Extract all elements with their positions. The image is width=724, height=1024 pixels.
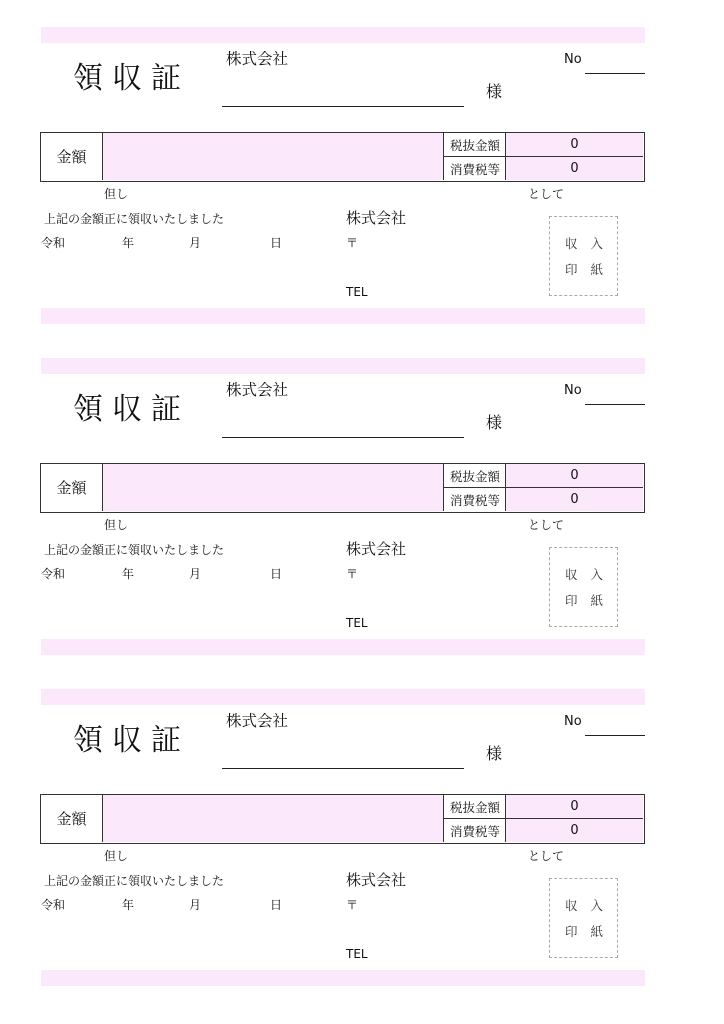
tel-label: TEL <box>346 285 368 299</box>
consumption-tax-value[interactable]: 0 <box>506 819 643 842</box>
year-label: 年 <box>122 236 135 250</box>
tax-excluded-value[interactable]: 0 <box>506 133 643 156</box>
amount-label: 金額 <box>41 133 103 180</box>
recipient-company-prefix: 株式会社 <box>226 381 289 399</box>
top-accent-band <box>41 689 645 705</box>
receipt-number-field[interactable] <box>585 73 645 74</box>
stamp-line-1: 収入 <box>565 898 617 913</box>
amount-field[interactable] <box>103 464 444 511</box>
tax-excluded-value[interactable]: 0 <box>506 795 643 818</box>
amount-table <box>40 463 645 513</box>
receipt-title: 領収証 <box>73 392 190 427</box>
honorific: 様 <box>486 744 503 763</box>
receipt-number-label: No <box>564 52 582 67</box>
postal-mark: 〒 <box>346 236 359 250</box>
proviso-label: 但し <box>104 518 129 532</box>
top-accent-band <box>41 358 645 374</box>
tax-excluded-label: 税抜金額 <box>445 795 506 818</box>
revenue-stamp-box <box>549 547 618 627</box>
receipt-2 <box>0 358 724 658</box>
issuer-company: 株式会社 <box>346 209 407 227</box>
amount-label: 金額 <box>41 795 103 842</box>
receipt-3 <box>0 689 724 989</box>
month-label: 月 <box>189 567 202 581</box>
stamp-line-2: 印紙 <box>565 593 617 608</box>
tax-excluded-label: 税抜金額 <box>445 133 506 156</box>
era-label: 令和 <box>41 898 66 912</box>
recipient-name-line[interactable] <box>222 106 464 107</box>
receipt-number-label: No <box>564 714 582 729</box>
consumption-tax-label: 消費税等 <box>445 157 506 180</box>
bottom-accent-band <box>41 970 645 986</box>
bottom-accent-band <box>41 308 645 324</box>
tax-excluded-value[interactable]: 0 <box>506 464 643 487</box>
consumption-tax-value[interactable]: 0 <box>506 157 643 180</box>
recipient-company-prefix: 株式会社 <box>226 712 289 730</box>
proviso-suffix: として <box>528 849 565 863</box>
honorific: 様 <box>486 82 503 101</box>
amount-table <box>40 132 645 182</box>
revenue-stamp-box <box>549 216 618 296</box>
era-label: 令和 <box>41 567 66 581</box>
recipient-name-line[interactable] <box>222 437 464 438</box>
year-label: 年 <box>122 898 135 912</box>
amount-field[interactable] <box>103 133 444 180</box>
month-label: 月 <box>189 236 202 250</box>
recipient-name-line[interactable] <box>222 768 464 769</box>
amount-table <box>40 794 645 844</box>
recipient-company-prefix: 株式会社 <box>226 50 289 68</box>
postal-mark: 〒 <box>346 898 359 912</box>
amount-label: 金額 <box>41 464 103 511</box>
honorific: 様 <box>486 413 503 432</box>
proviso-suffix: として <box>528 187 565 201</box>
year-label: 年 <box>122 567 135 581</box>
day-label: 日 <box>270 567 283 581</box>
consumption-tax-label: 消費税等 <box>445 488 506 511</box>
received-statement: 上記の金額正に領収いたしました <box>44 212 225 226</box>
receipt-title: 領収証 <box>73 723 190 758</box>
receipt-title: 領収証 <box>73 61 190 96</box>
tel-label: TEL <box>346 616 368 630</box>
tel-label: TEL <box>346 947 368 961</box>
proviso-label: 但し <box>104 849 129 863</box>
consumption-tax-value[interactable]: 0 <box>506 488 643 511</box>
day-label: 日 <box>270 898 283 912</box>
receipt-number-label: No <box>564 383 582 398</box>
consumption-tax-label: 消費税等 <box>445 819 506 842</box>
receipt-1 <box>0 27 724 327</box>
received-statement: 上記の金額正に領収いたしました <box>44 543 225 557</box>
stamp-line-1: 収入 <box>565 236 617 251</box>
postal-mark: 〒 <box>346 567 359 581</box>
day-label: 日 <box>270 236 283 250</box>
issuer-company: 株式会社 <box>346 540 407 558</box>
revenue-stamp-box <box>549 878 618 958</box>
top-accent-band <box>41 27 645 43</box>
proviso-suffix: として <box>528 518 565 532</box>
bottom-accent-band <box>41 639 645 655</box>
stamp-line-2: 印紙 <box>565 924 617 939</box>
stamp-line-2: 印紙 <box>565 262 617 277</box>
month-label: 月 <box>189 898 202 912</box>
amount-field[interactable] <box>103 795 444 842</box>
receipt-number-field[interactable] <box>585 735 645 736</box>
proviso-label: 但し <box>104 187 129 201</box>
stamp-line-1: 収入 <box>565 567 617 582</box>
issuer-company: 株式会社 <box>346 871 407 889</box>
era-label: 令和 <box>41 236 66 250</box>
tax-excluded-label: 税抜金額 <box>445 464 506 487</box>
received-statement: 上記の金額正に領収いたしました <box>44 874 225 888</box>
receipt-number-field[interactable] <box>585 404 645 405</box>
